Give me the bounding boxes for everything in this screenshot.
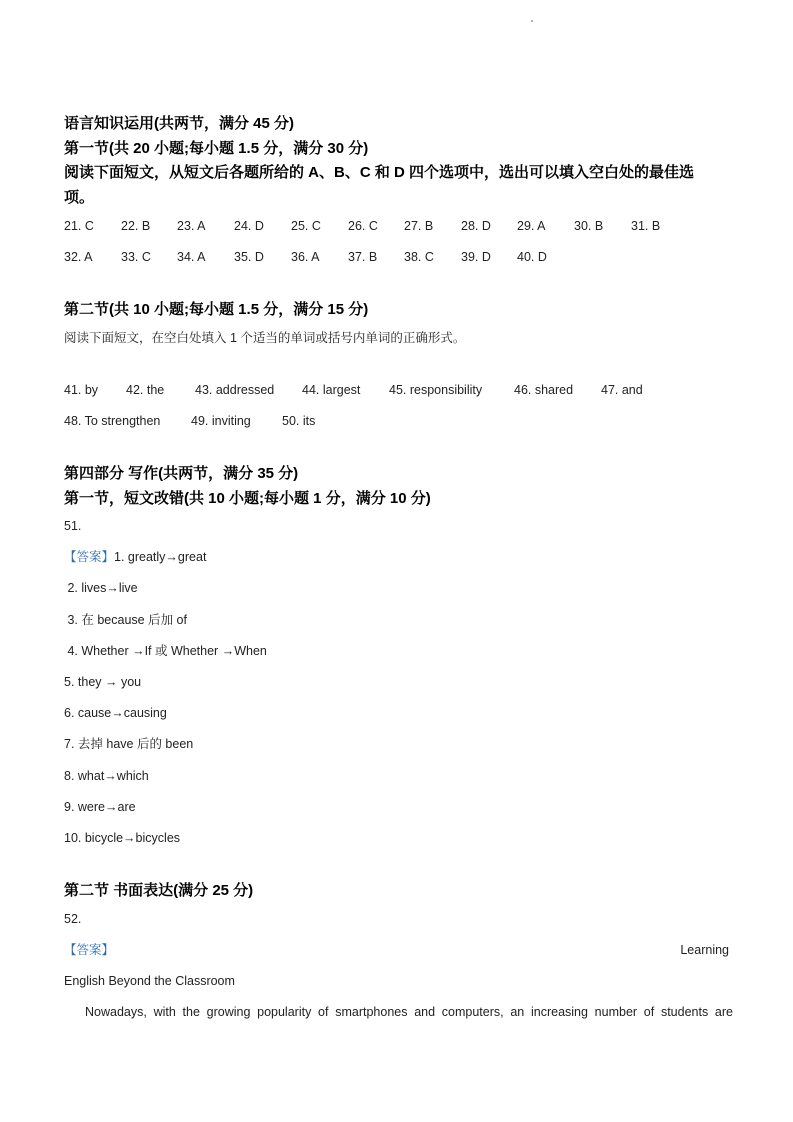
correction-item: 1. greatly→great [114, 550, 207, 564]
answer-item: 22. B [121, 219, 151, 233]
fill-answer-item: 45. responsibility [389, 383, 483, 397]
correction-item: 8. what→which [64, 769, 149, 783]
answer-item: 37. B [348, 250, 378, 264]
scan-dot [531, 20, 533, 22]
answer-item: 26. C [348, 219, 378, 233]
fill-answer-item: 50. its [282, 414, 316, 428]
answer-item: 39. D [461, 250, 491, 264]
fill-answer-item: 49. inviting [191, 414, 251, 428]
answer-tag: 【答案】 [64, 550, 115, 564]
answer-item: 40. D [517, 250, 547, 264]
fill-answer-item: 48. To strengthen [64, 414, 161, 428]
part3-instruction-line1: 阅读下面短文，从短文后各题所给的 A、B、C 和 D 四个选项中，选出可以填入空白处的最佳选 [64, 164, 695, 181]
fill-answer-item: 46. shared [514, 383, 574, 397]
fill-answer-item: 43. addressed [195, 383, 275, 397]
answer-item: 32. A [64, 250, 93, 264]
answer-item: 34. A [177, 250, 206, 264]
answer-item: 35. D [234, 250, 264, 264]
correction-item: 2. lives→live [64, 581, 138, 595]
part3-instruction-line2: 项。 [64, 189, 95, 206]
correction-item: 3. 在 because 后加 of [64, 613, 187, 627]
essay-first-line: Nowadays, with the growing popularity of smartphones and computers, an increasing number of students are [85, 1005, 733, 1019]
part3-section1-title: 第一节(共 20 小题;每小题 1.5 分，满分 30 分) [64, 140, 369, 157]
correction-item: 10. bicycle→bicycles [64, 831, 181, 845]
answer-item: 25. C [291, 219, 321, 233]
fill-answer-item: 47. and [601, 383, 643, 397]
answer-item: 24. D [234, 219, 264, 233]
essay-title-part1: Learning [680, 943, 729, 957]
answer-item: 30. B [574, 219, 604, 233]
fill-answer-item: 44. largest [302, 383, 361, 397]
essay-title-part2: English Beyond the Classroom [64, 974, 235, 988]
part4-title: 第四部分 写作(共两节，满分 35 分) [64, 465, 299, 482]
answer-item: 28. D [461, 219, 491, 233]
answer-item: 27. B [404, 219, 434, 233]
answer-item: 33. C [121, 250, 151, 264]
answer-item: 38. C [404, 250, 434, 264]
answer-item: 36. A [291, 250, 320, 264]
correction-item: 6. cause→causing [64, 706, 167, 720]
answer-item: 29. A [517, 219, 546, 233]
question-52-number: 52. [64, 912, 82, 926]
answer-tag: 【答案】 [64, 943, 115, 957]
correction-item: 9. were→are [64, 800, 136, 814]
correction-item: 5. they → you [64, 675, 142, 689]
answer-item: 21. C [64, 219, 94, 233]
correction-item: 4. Whether →If 或 Whether →When [64, 644, 267, 658]
fill-answer-item: 41. by [64, 383, 99, 397]
fill-answer-item: 42. the [126, 383, 165, 397]
answer-tag-52 [64, 941, 114, 959]
part4-section1-title: 第一节，短文改错(共 10 小题;每小题 1 分，满分 10 分) [64, 490, 431, 507]
part3-title: 语言知识运用(共两节，满分 45 分) [64, 115, 295, 132]
correction-line-1 [64, 548, 206, 566]
answer-item: 23. A [177, 219, 206, 233]
answer-item: 31. B [631, 219, 661, 233]
part4-section2-title: 第二节 书面表达(满分 25 分) [64, 882, 254, 899]
part3-section2-instruction: 阅读下面短文，在空白处填入 1 个适当的单词或括号内单词的正确形式。 [64, 331, 466, 345]
part3-section2-title: 第二节(共 10 小题;每小题 1.5 分，满分 15 分) [64, 301, 369, 318]
question-51-number: 51. [64, 519, 82, 533]
correction-item: 7. 去掉 have 后的 been [64, 737, 194, 751]
